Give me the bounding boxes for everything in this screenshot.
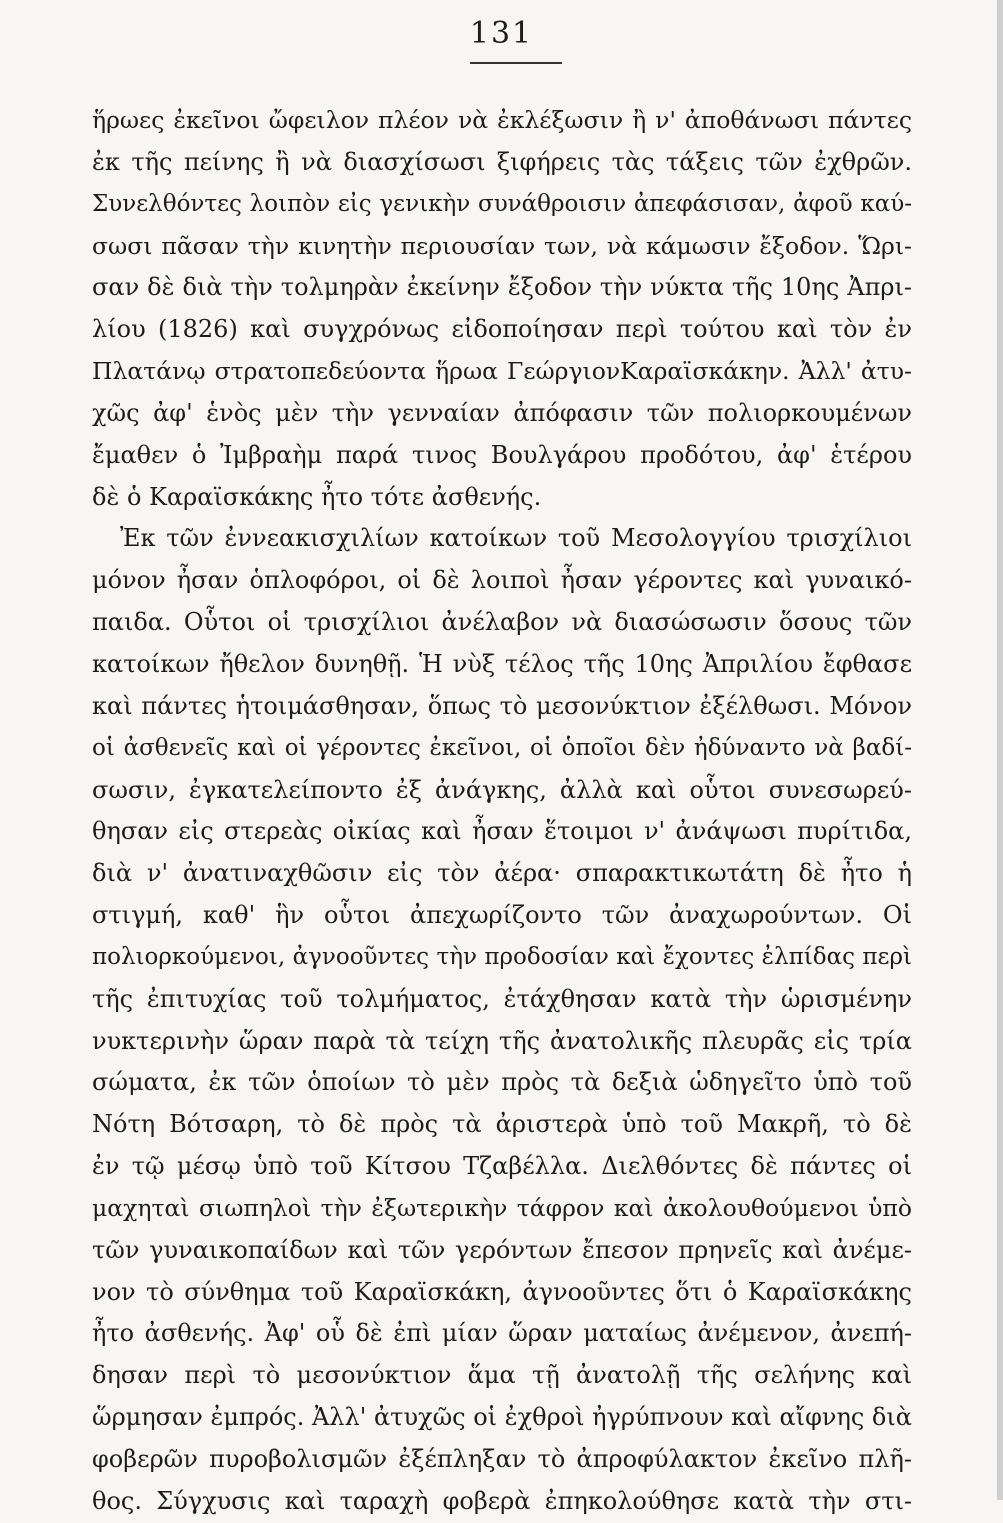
text-line: μόνον ἦσαν ὁπλοφόροι, οἱ δὲ λοιποὶ ἦσαν γέροντες καὶ γυναικό-	[92, 566, 912, 595]
text-line: δησαν περὶ τὸ μεσονύκτιον ἅμα τῇ ἀνατολῇ τῆς σελήνης καὶ	[92, 1361, 912, 1390]
text-line: σωσιν, ἐγκατελείποντο ἐξ ἀνάγκης, ἀλλὰ καὶ οὗτοι συνεσωρεύ-	[92, 775, 912, 804]
text-line: κατοίκων ἤθελον δυνηθῇ. Ἡ νὺξ τέλος τῆς 10ης Ἀπριλίου ἔφθασε	[92, 649, 912, 678]
text-line: λίου (1826) καὶ συγχρόνως εἰδοποίησαν περὶ τούτου καὶ τὸν ἐν	[92, 315, 912, 344]
text-line: θησαν εἰς στερεὰς οἰκίας καὶ ἦσαν ἕτοιμοι ν' ἀνάψωσι πυρίτιδα,	[92, 817, 912, 846]
text-line: Ἐκ τῶν ἐννεακισχιλίων κατοίκων τοῦ Μεσολογγίου τρισχίλιοι	[120, 524, 912, 553]
page-number: 131	[469, 16, 534, 51]
text-line: μαχηταὶ σιωπηλοὶ τὴν ἐξωτερικὴν τάφρον καὶ ἀκολουθούμενοι ὑπὸ	[92, 1193, 912, 1222]
text-line: τῶν γυναικοπαίδων καὶ τῶν γερόντων ἔπεσον πρηνεῖς καὶ ἀνέμε-	[92, 1235, 912, 1264]
page-edge	[997, 0, 1003, 1500]
page-number-rule	[470, 62, 562, 64]
text-line: ὥρμησαν ἐμπρός. Ἀλλ' ἀτυχῶς οἱ ἐχθροὶ ἠγρύπνουν καὶ αἴφνης διὰ	[92, 1403, 912, 1432]
text-line: Νότη Βότσαρη, τὸ δὲ πρὸς τὰ ἀριστερὰ ὑπὸ τοῦ Μακρῆ, τὸ δὲ	[92, 1110, 912, 1139]
text-line: οἱ ἀσθενεῖς καὶ οἱ γέροντες ἐκεῖνοι, οἱ ὁποῖοι δὲν ἠδύναντο νὰ βαδί-	[92, 734, 912, 761]
text-line: ἦτο ἀσθενής. Ἀφ' οὗ δὲ ἐπὶ μίαν ὥραν ματαίως ἀνέμενον, ἀνεπή-	[92, 1319, 912, 1348]
text-line: ἐν τῷ μέσῳ ὑπὸ τοῦ Κίτσου Τζαβέλλα. Διελθόντες δὲ πάντες οἱ	[92, 1152, 912, 1181]
text-line: νυκτερινὴν ὥραν παρὰ τὰ τείχη τῆς ἀνατολικῆς πλευρᾶς εἰς τρία	[92, 1026, 912, 1055]
text-line: σωσι πᾶσαν τὴν κινητὴν περιουσίαν των, νὰ κάμωσιν ἔξοδον. Ὥρι-	[92, 231, 912, 260]
text-line: σαν δὲ διὰ τὴν τολμηρὰν ἐκείνην ἔξοδον τὴν νύκτα τῆς 10ης Ἀπρι-	[92, 273, 912, 302]
text-line: ἥρωες ἐκεῖνοι ὤφειλον πλέον νὰ ἐκλέξωσιν ἢ ν' ἀποθάνωσι πάντες	[92, 106, 912, 134]
text-line: σώματα, ἐκ τῶν ὁποίων τὸ μὲν πρὸς τὰ δεξιὰ ὡδηγεῖτο ὑπὸ τοῦ	[92, 1068, 912, 1097]
body-text	[92, 100, 912, 1523]
text-line: τῆς ἐπιτυχίας τοῦ τολμήματος, ἐτάχθησαν κατὰ τὴν ὡρισμένην	[92, 984, 912, 1013]
text-line: θος. Σύγχυσις καὶ ταραχὴ φοβερὰ ἐπηκολούθησε κατὰ τὴν στι-	[92, 1486, 912, 1515]
text-line: ἐκ τῆς πείνης ἢ νὰ διασχίσωσι ξιφήρεις τὰς τάξεις τῶν ἐχθρῶν.	[92, 147, 912, 176]
text-line: νον τὸ σύνθημα τοῦ Καραϊσκάκη, ἀγνοοῦντες ὅτι ὁ Καραϊσκάκης	[92, 1277, 912, 1306]
text-line: δὲ ὁ Καραϊσκάκης ἦτο τότε ἀσθενής.	[92, 482, 542, 511]
text-line: Συνελθόντες λοιπὸν εἰς γενικὴν συνάθροισιν ἀπεφάσισαν, ἀφοῦ καύ-	[92, 190, 912, 217]
text-line: πολιορκούμενοι, ἀγνοοῦντες τὴν προδοσίαν καὶ ἔχοντες ἐλπίδας περὶ	[92, 943, 912, 970]
text-line: χῶς ἀφ' ἑνὸς μὲν τὴν γενναίαν ἀπόφασιν τῶν πολιορκουμένων	[92, 398, 912, 427]
text-line: φοβερῶν πυροβολισμῶν ἐξέπληξαν τὸ ἀπροφύλακτον ἐκεῖνο πλῆ-	[92, 1445, 912, 1473]
text-line: στιγμή, καθ' ἣν οὗτοι ἀπεχωρίζοντο τῶν ἀναχωρούντων. Οἱ	[92, 901, 912, 930]
text-line: διὰ ν' ἀνατιναχθῶσιν εἰς τὸν ἀέρα· σπαρακτικωτάτη δὲ ἦτο ἡ	[92, 859, 912, 888]
text-line: παιδα. Οὗτοι οἱ τρισχίλιοι ἀνέλαβον νὰ διασώσωσιν ὅσους τῶν	[92, 608, 912, 637]
text-line: ἔμαθεν ὁ Ἰμβραὴμ παρά τινος Βουλγάρου προδότου, ἀφ' ἑτέρου	[92, 440, 912, 469]
text-line: καὶ πάντες ἡτοιμάσθησαν, ὅπως τὸ μεσονύκτιον ἐξέλθωσι. Μόνον	[92, 691, 912, 720]
text-line: Πλατάνῳ στρατοπεδεύοντα ἥρωα ΓεώργιονΚαραϊσκάκην. Ἀλλ' ἀτυ-	[92, 357, 912, 386]
